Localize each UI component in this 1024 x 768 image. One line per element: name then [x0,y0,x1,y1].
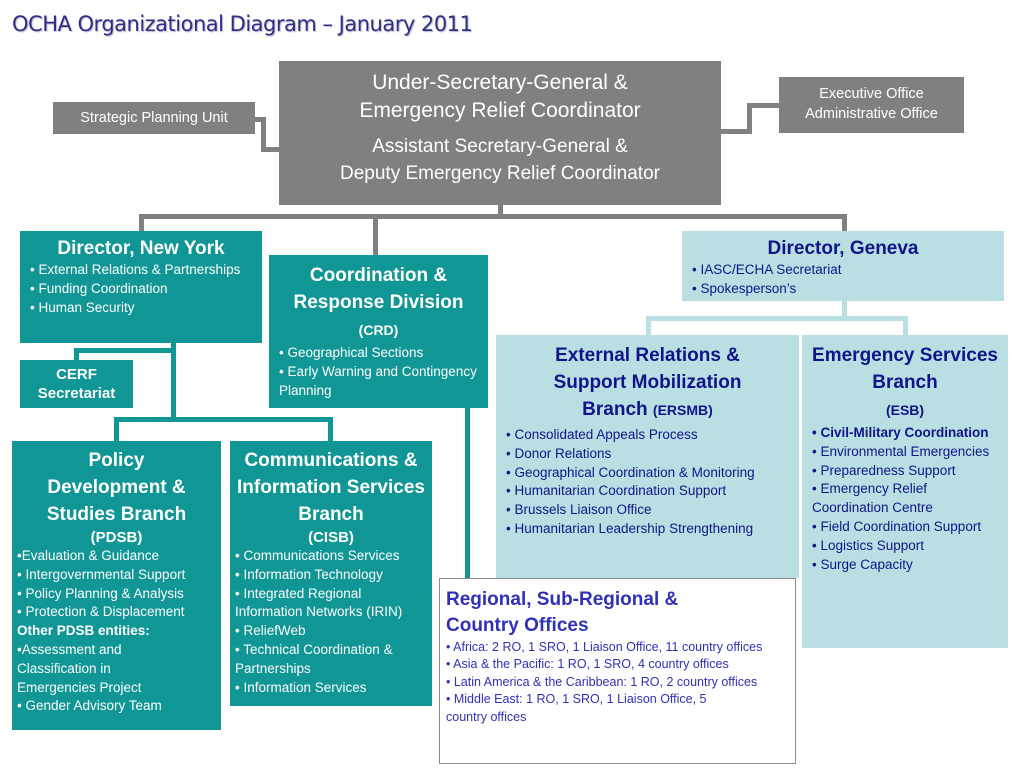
esb-abbr: (ESB) [885,402,925,418]
usg-box [279,61,721,205]
connector-cisb-v [328,417,333,441]
executive-office-box [779,77,964,133]
list-item: •Evaluation & Guidance [17,548,160,563]
connector-crd-regional-v [465,407,470,579]
esb-list [812,424,998,574]
esb-box [802,335,1008,648]
cisb-title: Communications & Information Services Branch [237,450,425,525]
esb-title: Emergency Services Branch (ESB) [812,345,998,418]
crd-box [269,255,488,408]
connector-pdsb-v [114,417,119,441]
list-item: • Humanitarian Coordination Support [506,483,727,499]
asg-line1: Assistant Secretary-General & [372,136,628,157]
connector-geneva-v [842,214,847,232]
list-item: • Donor Relations [506,445,612,461]
list-item: • Environmental Emergencies [812,443,990,459]
list-item: • External Relations & Partnerships [30,262,241,277]
connector-exec-h2 [747,103,780,108]
list-item: • ReliefWeb [235,623,306,639]
list-item: • Information Technology [235,566,383,582]
executive-office-line2: Administrative Office [805,106,938,122]
asg-line2: Deputy Emergency Relief Coordinator [340,163,660,184]
pdsb-other-label: Other PDSB entities: [17,623,150,639]
usg-line2: Emergency Relief Coordinator [359,99,641,122]
connector-main-h [139,214,847,219]
director-geneva-list [692,261,994,299]
connector-cerf-v [74,348,79,360]
connector-ny-down [171,342,176,420]
list-item: • Latin America & the Caribbean: 1 RO, 2 country offices [446,674,758,689]
connector-geneva-h [646,316,908,321]
list-item: • Technical Coordination & Partnerships [235,641,393,676]
cisb-list [235,547,427,697]
ersmb-box [496,335,799,578]
list-item: • Communications Services [235,548,400,563]
cisb-box [230,441,432,706]
list-item: • Early Warning and Contingency Planning [279,363,477,398]
director-new-york-title: Director, New York [57,238,225,259]
list-item: • Spokesperson’s [692,280,797,296]
ersmb-abbr: (ERSMB) [652,402,713,418]
list-item: • Protection & Displacement [17,604,185,620]
ersmb-title: External Relations & Support Mobilization Branch (ERSMB) [553,345,742,420]
list-item: • Brussels Liaison Office [506,502,652,518]
connector-spu-h2 [261,147,281,152]
page-title: OCHA Organizational Diagram – January 2011 [12,12,473,36]
list-item: • Funding Coordination [30,280,168,296]
list-item: • Geographical Sections [279,345,424,360]
list-item: • Africa: 2 RO, 1 SRO, 1 Liaison Office, 11 country offices [446,640,763,654]
connector-ersmb-v [646,316,651,336]
cisb-abbr: (CISB) [308,529,354,546]
connector-ny-v [139,214,144,232]
pdsb-list [17,547,216,716]
list-item: • Surge Capacity [812,556,913,572]
list-item: • Middle East: 1 RO, 1 SRO, 1 Liaison Office, 5 country offices [446,692,707,724]
list-item: • Human Security [30,299,135,315]
pdsb-box [12,441,221,730]
list-item: • Field Coordination Support [812,518,982,534]
ersmb-list [506,426,789,539]
strategic-planning-unit-label: Strategic Planning Unit [80,110,228,126]
connector-esb-v [903,316,908,336]
list-item: • Policy Planning & Analysis [17,585,184,601]
connector-cerf-h [74,348,176,353]
list-item: • Logistics Support [812,537,925,553]
director-new-york-box [20,231,262,343]
list-item: • Humanitarian Leadership Strengthening [506,520,754,536]
list-item: • Integrated Regional Information Networks (IRIN) [235,585,403,620]
connector-branches-h [114,417,333,422]
connector-crd-v [373,214,378,256]
list-item: • Civil-Military Coordination [812,425,989,440]
cerf-line1: CERF [56,366,97,383]
list-item: • IASC/ECHA Secretariat [692,262,842,277]
list-item: • Intergovernmental Support [17,566,186,582]
director-new-york-list [30,261,252,317]
list-item: • Geographical Coordination & Monitoring [506,464,755,480]
director-geneva-title: Director, Geneva [767,238,919,259]
list-item: • Preparedness Support [812,462,956,478]
regional-offices-box [439,578,796,764]
executive-office-line1: Executive Office [819,86,924,102]
list-item: • Gender Advisory Team [17,698,162,714]
crd-abbr: (CRD) [358,322,399,338]
list-item: • Asia & the Pacific: 1 RO, 1 SRO, 4 country offices [446,657,729,672]
regional-offices-list [446,639,789,726]
cerf-secretariat-box [20,360,133,408]
regional-offices-title: Regional, Sub-Regional & Country Offices [446,589,679,636]
crd-list [279,344,478,400]
crd-title: Coordination & Response Division (CRD) [293,265,464,338]
list-item: • Consolidated Appeals Process [506,427,698,442]
list-item: • Information Services [235,679,367,695]
director-geneva-box [682,231,1004,301]
pdsb-abbr: (PDSB) [90,529,143,546]
list-item: •Assessment and Classification in Emergencies Project [17,641,142,695]
pdsb-title: Policy Development & Studies Branch [46,450,187,525]
list-item: • Emergency Relief Coordination Centre [812,481,933,516]
cerf-line2: Secretariat [37,385,116,402]
usg-line1: Under-Secretary-General & [372,71,628,94]
strategic-planning-unit-box [53,102,255,134]
